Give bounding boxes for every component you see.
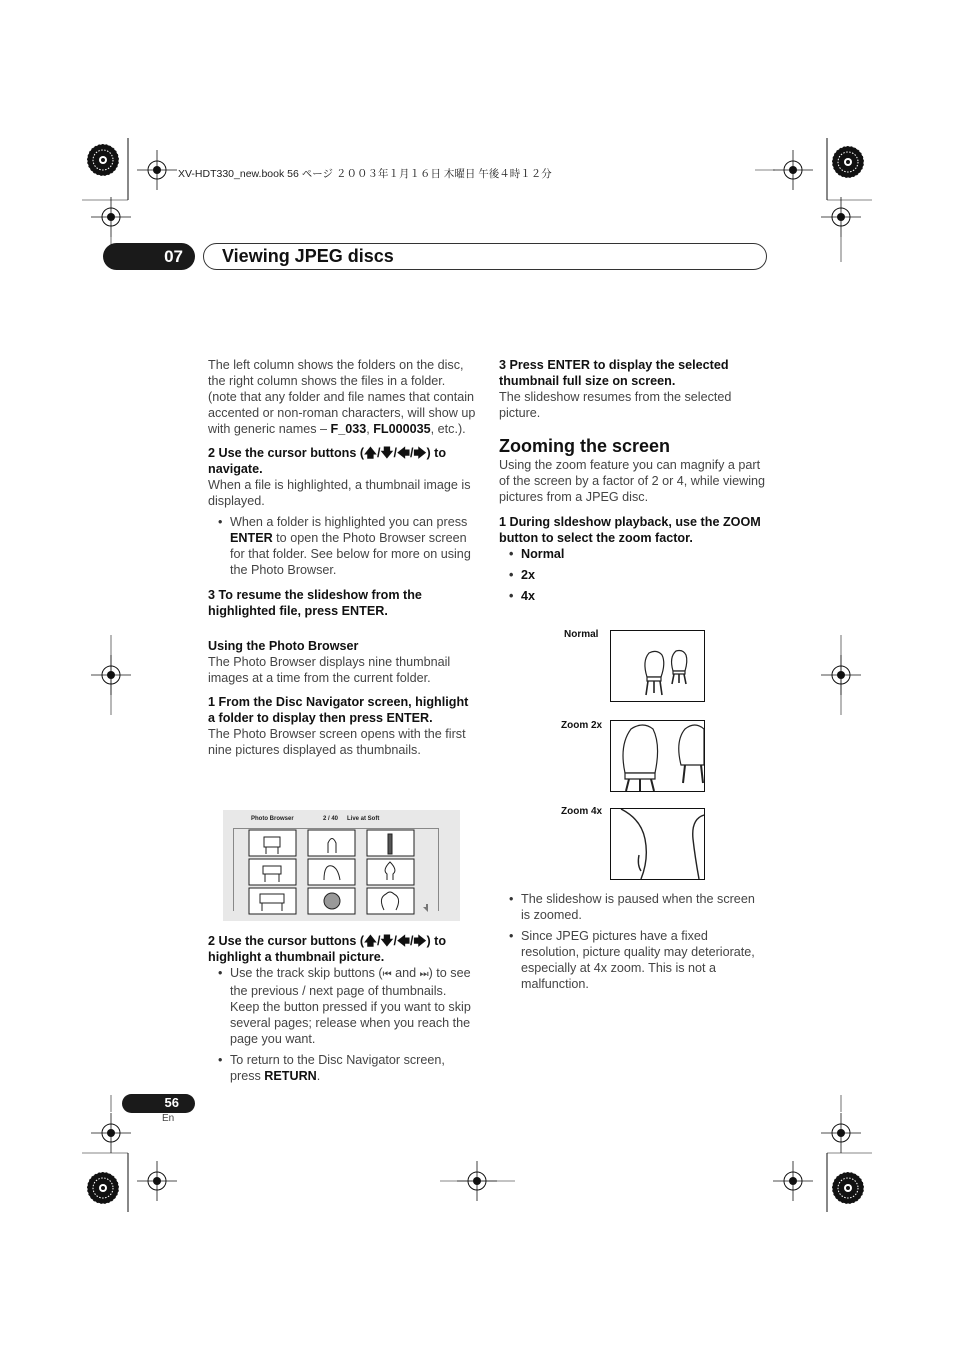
- pb-title: Photo Browser: [251, 816, 294, 822]
- skip-next-icon: ⏭: [419, 969, 429, 980]
- bullet-folder-enter: ENTER: [230, 531, 273, 545]
- step-2-suffix: ) to navigate.: [208, 446, 447, 476]
- page-number: 56: [164, 1095, 179, 1110]
- zoom-2x-figure: [610, 720, 705, 792]
- chairs-4x-image: [611, 809, 704, 879]
- zoom-notes: [499, 891, 767, 992]
- zoom-heading: Zooming the screen: [499, 436, 671, 456]
- bullet-folder-c: to open the Photo Browser screen for that folder. See below for more on using the Photo Browser.: [230, 531, 471, 577]
- chairs-normal-image: [611, 631, 704, 701]
- step-3-resume: 3 To resume the slideshow from the highlighted file, press ENTER.: [208, 588, 422, 618]
- step-3-enter: 3 Press ENTER to display the selected thumbnail full size on screen.: [499, 358, 729, 388]
- fig-label-zoom-4x: Zoom 4x: [561, 806, 603, 817]
- fig-label-zoom-2x: Zoom 2x: [561, 720, 603, 731]
- pb-count: 2 / 40: [323, 816, 339, 822]
- step-2-navigate: [208, 445, 476, 477]
- chairs-2x-image: [611, 721, 704, 791]
- photo-browser-figure: [223, 810, 460, 921]
- bullet-skip-b: ) to see the previous / next page of thumbnails. Keep the button pressed if you want to skip several pages; release when you reach the page you want.: [230, 966, 471, 1046]
- option-2x: • 2x: [499, 567, 767, 583]
- chapter-title-box: [203, 243, 767, 270]
- step-2b-suffix: ) to highlight a thumbnail picture.: [208, 934, 447, 964]
- option-4x: • 4x: [499, 588, 767, 604]
- step-2-highlight-thumbnail: [208, 933, 476, 965]
- subhead-photo-browser: Using the Photo Browser: [208, 639, 359, 653]
- step-2-prefix: 2 Use the cursor buttons (: [208, 446, 365, 460]
- bullet-track-skip: [208, 965, 476, 1047]
- bullet-return: [208, 1052, 476, 1084]
- intro-text: The left column shows the folders on the disc, the right column shows the files in a folder. (note that any folder and file names that contain accented or non-roman characters, will show up with generic names –: [208, 358, 476, 436]
- intro-end: , etc.).: [430, 422, 466, 436]
- option-normal: • Normal: [499, 546, 767, 562]
- pb-filename: Live at Soft: [347, 816, 380, 822]
- intro-bold-1: F_033: [330, 422, 367, 436]
- left-column-lower: [208, 933, 476, 1084]
- page-language: En: [162, 1113, 175, 1124]
- intro-bold-2: FL000035: [373, 422, 431, 436]
- left-column: [208, 357, 476, 758]
- fig-label-normal: Normal: [564, 629, 599, 640]
- step-3-text: The slideshow resumes from the selected picture.: [499, 390, 732, 420]
- step-2b-prefix: 2 Use the cursor buttons (: [208, 934, 365, 948]
- photo-browser-text: The Photo Browser displays nine thumbnail images at a time from the current folder.: [208, 655, 451, 685]
- note-quality: • Since JPEG pictures have a fixed resolution, picture quality may deteriorate, especially at 4x zoom. This is not a malfunction.: [499, 928, 767, 992]
- zoom-4x-figure: [610, 808, 705, 880]
- page-number-badge: [122, 1094, 195, 1113]
- print-header: XV-HDT330_new.book 56 ページ ２００３年１月１６日 木曜日 午後４時１２分: [178, 168, 552, 180]
- chapter-badge: [103, 243, 195, 270]
- chapter-number: 07: [164, 247, 183, 266]
- skip-previous-icon: ⏮: [382, 969, 392, 980]
- step-1-zoom: 1 During sldeshow playback, use the ZOOM button to select the zoom factor.: [499, 515, 761, 545]
- bullet-skip-and: and: [391, 966, 420, 980]
- chapter-title: Viewing JPEG discs: [222, 246, 394, 266]
- bullet-return-button: RETURN: [264, 1069, 317, 1083]
- step-1-text: The Photo Browser screen opens with the first nine pictures displayed as thumbnails.: [208, 727, 466, 757]
- intro-paragraph: [208, 357, 476, 437]
- cursor-arrows-icon: 🡅/🡇/🡄/🡆: [364, 446, 427, 460]
- bullet-folder: [208, 514, 476, 578]
- step-1-disc-navigator: 1 From the Disc Navigator screen, highlight a folder to display then press ENTER.: [208, 695, 469, 725]
- zoom-intro: Using the zoom feature you can magnify a part of the screen by a factor of 2 or 4, while viewing pictures from a JPEG disc.: [499, 458, 766, 504]
- right-column: [499, 357, 767, 604]
- intro-comma: ,: [366, 422, 374, 436]
- bullet-return-c: .: [316, 1069, 321, 1083]
- bullet-return-a: To return to the Disc Navigator screen, press: [230, 1053, 445, 1083]
- zoom-normal-figure: [610, 630, 705, 702]
- step-2-text: When a file is highlighted, a thumbnail image is displayed.: [208, 478, 471, 508]
- cursor-arrows-icon: 🡅/🡇/🡄/🡆: [364, 934, 427, 948]
- bullet-folder-a: When a folder is highlighted you can press: [230, 515, 468, 529]
- pb-thumbnail-grid: [248, 828, 428, 916]
- bullet-skip-a: Use the track skip buttons (: [230, 966, 383, 980]
- note-paused: • The slideshow is paused when the screen is zoomed.: [499, 891, 767, 923]
